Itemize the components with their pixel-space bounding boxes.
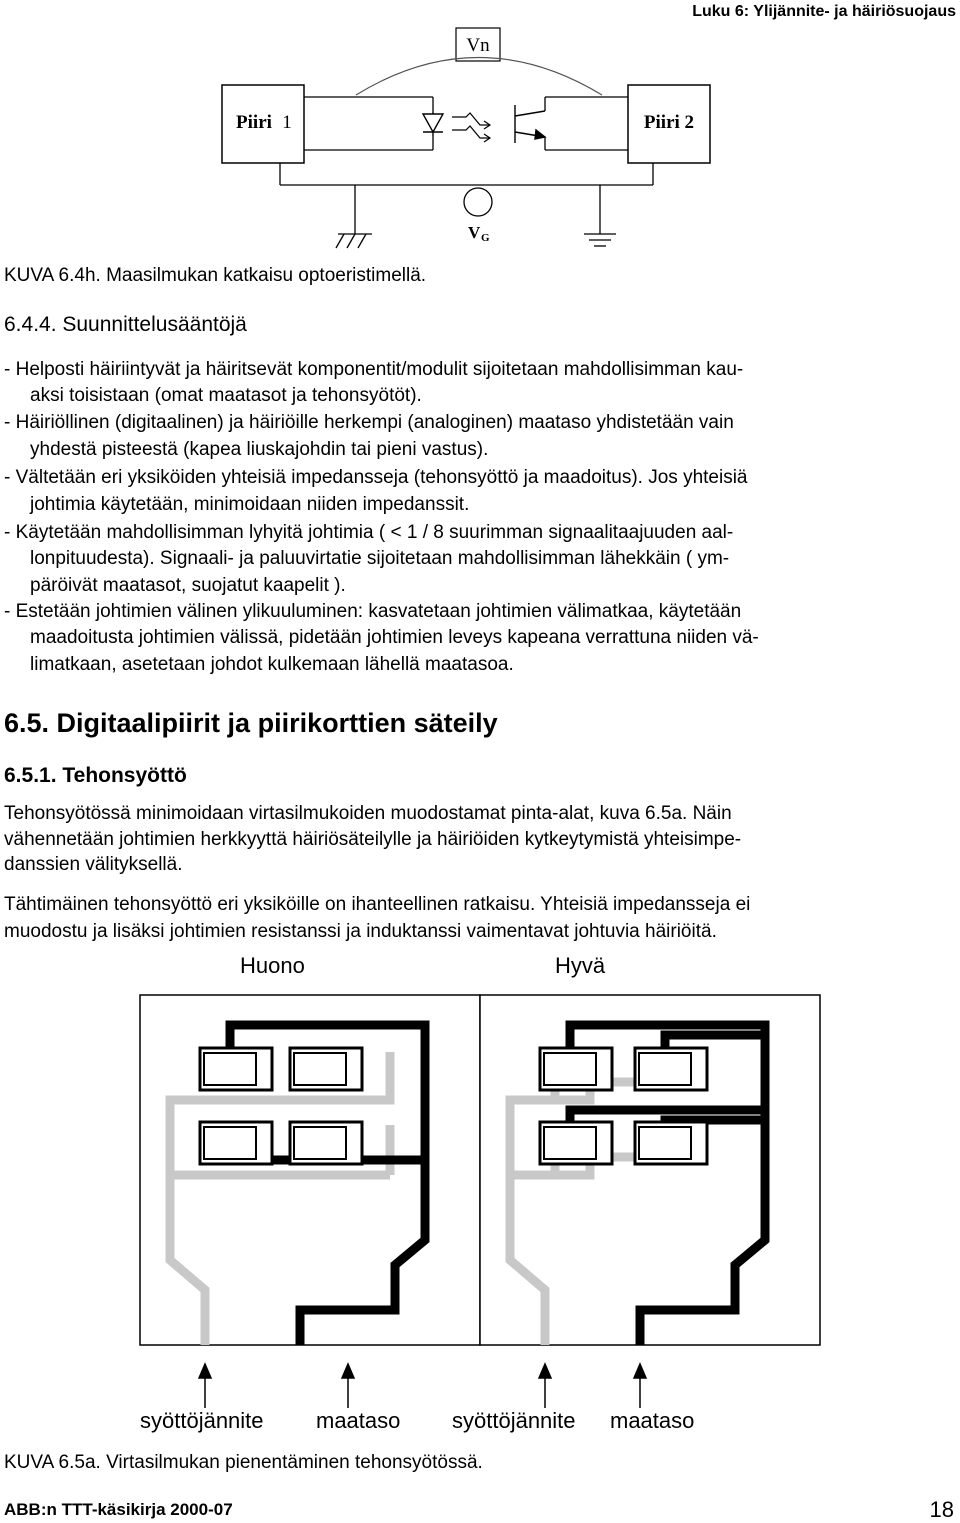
section-heading-65: 6.5. Digitaalipiirit ja piirikorttien säteily — [4, 708, 498, 738]
vn-label: Vn — [466, 35, 490, 56]
paragraph-line: Tähtimäinen tehonsyöttö eri yksiköille on ihanteellinen ratkaisu. Yhteisiä impedansseja ei — [4, 894, 751, 915]
led-icon — [423, 112, 443, 136]
rule-line: - Vältetään eri yksiköiden yhteisiä impedansseja (tehonsyöttö ja maadoitus). Jos yhteisiä — [4, 467, 748, 488]
arrow-label-supply: syöttöjännite — [452, 1408, 576, 1433]
rule-line: - Estetään johtimien välinen ylikuuluminen: kasvatetaan johtimien välimatkaa, käytetään — [4, 601, 742, 622]
vg-source-icon — [464, 188, 492, 216]
figure-caption-6-5a: KUVA 6.5a. Virtasilmukan pienentäminen tehonsyötössä. — [4, 1452, 483, 1473]
running-title: Luku 6: Ylijännite- ja häiriösuojaus — [692, 3, 956, 20]
vg-subscript: G — [481, 232, 490, 244]
paragraph-line: danssien välityksellä. — [4, 854, 183, 875]
rule-line: päröivät maatasot, suojatut kaapelit ). — [30, 575, 346, 596]
rule-line: - Häiriöllinen (digitaalinen) ja häiriöille herkempi (analoginen) maataso yhdistetään vain — [4, 412, 734, 433]
piiri2-label: Piiri 2 — [643, 112, 695, 133]
arrow-label-ground: maataso — [610, 1408, 695, 1433]
rule-line: johtimia käytetään, minimoidaan niiden impedanssit. — [30, 494, 470, 515]
rule-line: - Käytetään mahdollisimman lyhyitä johtimia ( < 1 / 8 suurimman signaalitaajuuden aal- — [4, 522, 734, 543]
rule-line: yhdestä pisteestä (kapea liuskajohdin tai pieni vastus). — [30, 439, 489, 460]
optoisolator-schematic — [0, 0, 960, 270]
rule-line: aksi toisistaan (omat maatasot ja tehonsyötöt). — [30, 385, 422, 406]
rule-line: maadoitusta johtimien välissä, pidetään johtimien leveys kapeana verrattuna niiden vä- — [30, 627, 759, 648]
light-arrows-icon — [452, 113, 490, 142]
figure-caption-6-4h: KUVA 6.4h. Maasilmukan katkaisu optoeristimellä. — [4, 265, 427, 286]
arrow-label-supply: syöttöjännite — [140, 1408, 264, 1433]
phototransistor-icon — [515, 105, 545, 143]
footer-publisher: ABB:n TTT-käsikirja 2000-07 — [4, 1500, 233, 1519]
rule-line: limatkaan, asetetaan johdot kulkemaan lähellä maatasoa. — [30, 654, 514, 675]
power-routing-figure — [0, 980, 960, 1440]
arrow-label-ground: maataso — [316, 1408, 401, 1433]
paragraph-line: muodostu ja lisäksi johtimien resistanssi ja induktanssi vaimentavat johtuvia häiriöitä. — [4, 921, 717, 942]
label-huono: Huono — [240, 953, 305, 978]
rule-line: - Helposti häiriintyvät ja häiritsevät komponentit/modulit sijoitetaan mahdollisimman kau- — [4, 359, 744, 380]
coupling-arc — [356, 58, 602, 96]
piiri1-label: Piiri — [236, 112, 272, 133]
label-hyva: Hyvä — [555, 953, 606, 978]
chassis-ground-icon — [336, 234, 372, 248]
paragraph-line: vähennetään johtimien herkkyyttä häiriösäteilylle ja häiriöiden kytkeytymistä yhteisimpe- — [4, 829, 742, 850]
wires — [280, 97, 653, 234]
section-heading-651: 6.5.1. Tehonsyöttö — [4, 764, 187, 787]
section-heading-644: 6.4.4. Suunnittelusääntöjä — [4, 313, 247, 336]
piiri1-number: 1 — [282, 112, 292, 133]
rule-line: lonpituudesta). Signaali- ja paluuvirtatie sijoitetaan mahdollisimman lähekkäin ( ym- — [30, 548, 730, 569]
paragraph-line: Tehonsyötössä minimoidaan virtasilmukoiden muodostamat pinta-alat, kuva 6.5a. Näin — [4, 803, 732, 824]
earth-ground-icon — [584, 234, 616, 246]
vg-label: V — [468, 223, 481, 242]
arrow-icons — [199, 1364, 646, 1408]
page-number: 18 — [929, 1497, 954, 1522]
